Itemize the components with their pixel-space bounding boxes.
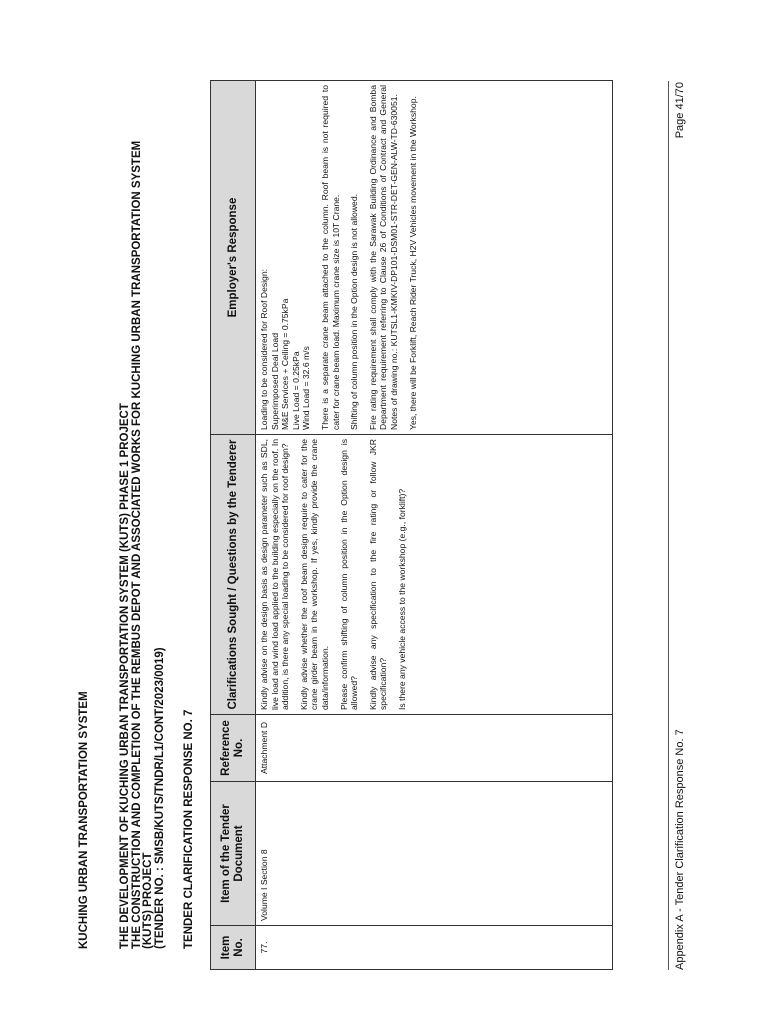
cell-questions (256, 435, 613, 715)
response-text: Yes, there will be Forklift, Reach Rider Truck, H2V Vehicles movement in the Workshop. (407, 96, 418, 430)
organization-heading: KUCHING URBAN TRANSPORTATION SYSTEM (78, 691, 90, 949)
response-text: There is a separate crane beam attached to the column. Roof beam is not required to cater for crane beam load. Maximum crane size is 10T Crane. (319, 85, 341, 430)
cell-item-of-document: Volume I Section 8 (256, 782, 613, 926)
footer-divider (668, 81, 669, 970)
header-item-of-document: Item of the Tender Document (211, 782, 256, 926)
response-line: M&E Services + Ceiling = 0.75kPa (280, 298, 291, 430)
project-title (120, 141, 166, 949)
table-header-row (211, 81, 256, 970)
question-text: Kindly advise on the design basis as design parameter such as SDL, live load and wind load applied to the building especially on the roof. In addition, is there any special loading to be considered for roof design? (259, 439, 291, 710)
response-line: Superimposed Deal Load (269, 333, 280, 430)
response-line: Live Load = 0.25kPa (290, 351, 301, 430)
question-text: Kindly advise any specification to the fire rating or follow JKR specification? (367, 439, 389, 710)
project-title-line: THE CONSTRUCTION AND COMPLETION OF THE REMBUS DEPOT AND ASSOCIATED WORKS FOR KUCHING URBAN TRANSPORTATION SYSTEM (130, 140, 143, 949)
project-title-line: (KUTS) PROJECT (142, 852, 154, 949)
header-employer-response: Employer's Response (211, 81, 256, 435)
question-text: Is there any vehicle access to the workshop (e.g., forklift)? (396, 488, 407, 710)
footer-appendix-label: Appendix A - Tender Clarification Response No. 7 (674, 729, 686, 970)
response-text: Fire rating requirement shall comply with the Sarawak Building Ordinance and Bomba Department requirement referring to Clause 26 of Conditions of Contract and General Notes of drawing no.: KUTSL1-KMKIV-DP101-DSM01-STR-DET-GEN-ALW-TD-630051. (367, 85, 399, 430)
response-line: Wind Load = 32.6 m/s (301, 346, 312, 430)
response-block (259, 85, 312, 430)
header-reference-no: Reference No. (211, 715, 256, 782)
question-text: Kindly advise whether the roof beam design require to cater for the crane girder beam in the workshop. If yes, kindly provide the crane data/information. (298, 439, 330, 710)
tender-number: (TENDER NO. : SMSB/KUTS/TNDR/L1/CONT/2023/0019) (153, 647, 166, 949)
header-item-no: Item No. (211, 926, 256, 970)
table-row (256, 81, 613, 970)
cell-reference-no: Attachment D (256, 715, 613, 782)
page-number: Page 41/70 (674, 82, 686, 139)
clarification-table (210, 80, 613, 970)
cell-item-no: 77. (256, 926, 613, 970)
question-text: Please confirm shifting of column position in the Option design is allowed? (338, 439, 360, 710)
response-line: Loading to be considered for Roof Design: (259, 269, 269, 430)
response-text: Shifting of column position in the Option design is not allowed. (349, 194, 360, 430)
cell-responses (256, 81, 613, 435)
section-title: TENDER CLARIFICATION RESPONSE NO. 7 (183, 709, 195, 949)
header-clarifications: Clarifications Sought / Questions by the Tenderer (211, 435, 256, 715)
project-title-line: THE DEVELOPMENT OF KUCHING URBAN TRANSPORTATION SYSTEM (KUTS) PHASE 1 PROJECT (119, 403, 131, 949)
